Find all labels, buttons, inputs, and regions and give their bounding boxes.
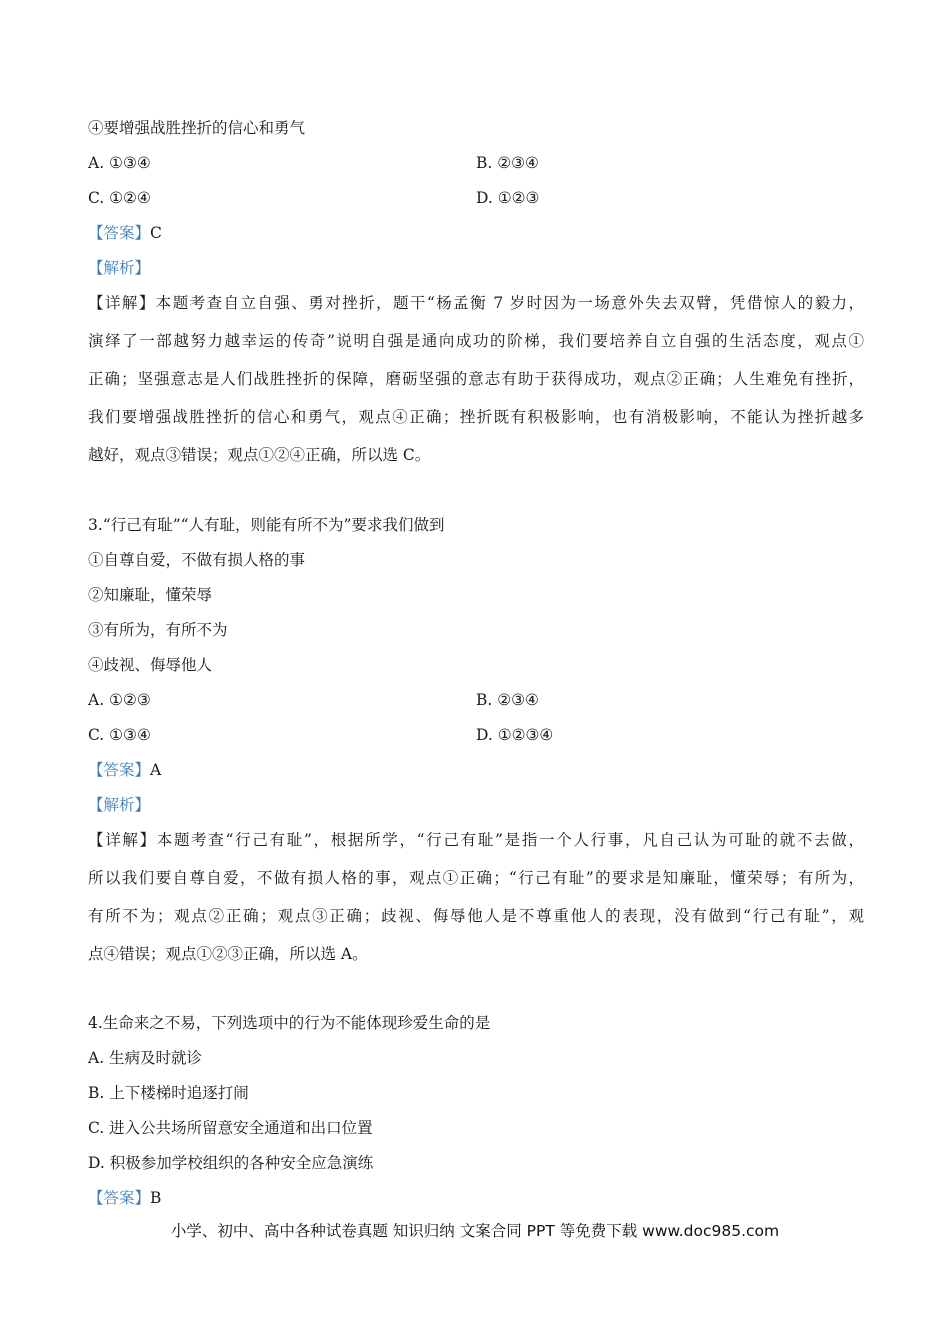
q4-stem: 4.生命来之不易，下列选项中的行为不能体现珍爱生命的是 <box>88 1014 491 1032</box>
page-footer: 小学、初中、高中各种试卷真题 知识归纳 文案合同 PPT 等免费下载 www.doc985.com <box>170 1222 780 1240</box>
answer-value: A <box>150 761 162 779</box>
q2-item-4: ④要增强战胜挫折的信心和勇气 <box>88 119 306 137</box>
q4-answer <box>88 1188 161 1208</box>
q3-option-c: C. ①③④ <box>88 726 151 744</box>
q4-option-c: C. 进入公共场所留意安全通道和出口位置 <box>88 1119 373 1137</box>
q3-option-d: D. ①②③④ <box>476 726 554 744</box>
q3-analysis-label: 【解析】 <box>88 796 151 814</box>
q2-detail-line-2: 演绎了一部越努力越幸运的传奇”说明自强是通向成功的阶梯，我们要培养自立自强的生活态度，观点① <box>88 332 864 350</box>
q4-option-d: D. 积极参加学校组织的各种安全应急演练 <box>88 1154 374 1172</box>
detail-label: 【详解】 <box>88 294 156 312</box>
q2-option-b: B. ②③④ <box>476 154 539 172</box>
answer-value: C <box>150 224 162 242</box>
answer-label: 【答案】 <box>88 224 151 242</box>
q4-option-a: A. 生病及时就诊 <box>88 1049 203 1067</box>
q2-detail-line-4: 我们要增强战胜挫折的信心和勇气，观点④正确；挫折既有积极影响，也有消极影响，不能认为挫折越多 <box>88 408 864 426</box>
q2-detail-line-1: 【详解】本题考查自立自强、勇对挫折，题干“杨孟衡 7 岁时因为一场意外失去双臂，凭借惊人的毅力， <box>88 294 864 312</box>
q2-detail-line-5: 越好，观点③错误；观点①②④正确，所以选 C。 <box>88 446 431 464</box>
q2-detail-line-3: 正确；坚强意志是人们战胜挫折的保障，磨砺坚强的意志有助于获得成功，观点②正确；人生难免有挫折， <box>88 370 864 388</box>
q2-option-d: D. ①②③ <box>476 189 540 207</box>
q3-detail-line-2: 所以我们要自尊自爱，不做有损人格的事，观点①正确；“行己有耻”的要求是知廉耻，懂荣辱；有所为， <box>88 869 864 887</box>
detail-label: 【详解】 <box>88 831 157 849</box>
q3-detail-line-3: 有所不为；观点②正确；观点③正确；歧视、侮辱他人是不尊重他人的表现，没有做到“行己有耻”，观 <box>88 907 864 925</box>
q3-answer <box>88 760 161 780</box>
q3-stem: 3.“行己有耻”“人有耻，则能有所不为”要求我们做到 <box>88 516 445 534</box>
q3-option-a: A. ①②③ <box>88 691 151 709</box>
answer-value: B <box>150 1189 162 1207</box>
q2-analysis-label: 【解析】 <box>88 259 151 277</box>
q3-detail-line-1: 【详解】本题考查“行己有耻”，根据所学，“行己有耻”是指一个人行事，凡自己认为可耻的就不去做， <box>88 831 864 849</box>
answer-label: 【答案】 <box>88 761 151 779</box>
q2-answer <box>88 223 162 243</box>
answer-label: 【答案】 <box>88 1189 151 1207</box>
q2-option-c: C. ①②④ <box>88 189 151 207</box>
q3-item-2: ②知廉耻，懂荣辱 <box>88 586 213 604</box>
q3-option-b: B. ②③④ <box>476 691 539 709</box>
q3-item-4: ④歧视、侮辱他人 <box>88 656 213 674</box>
q3-detail-line-4: 点④错误；观点①②③正确，所以选 A。 <box>88 945 368 963</box>
q4-option-b: B. 上下楼梯时追逐打闹 <box>88 1084 249 1102</box>
q3-item-3: ③有所为，有所不为 <box>88 621 228 639</box>
q3-item-1: ①自尊自爱，不做有损人格的事 <box>88 551 306 569</box>
q2-option-a: A. ①③④ <box>88 154 151 172</box>
